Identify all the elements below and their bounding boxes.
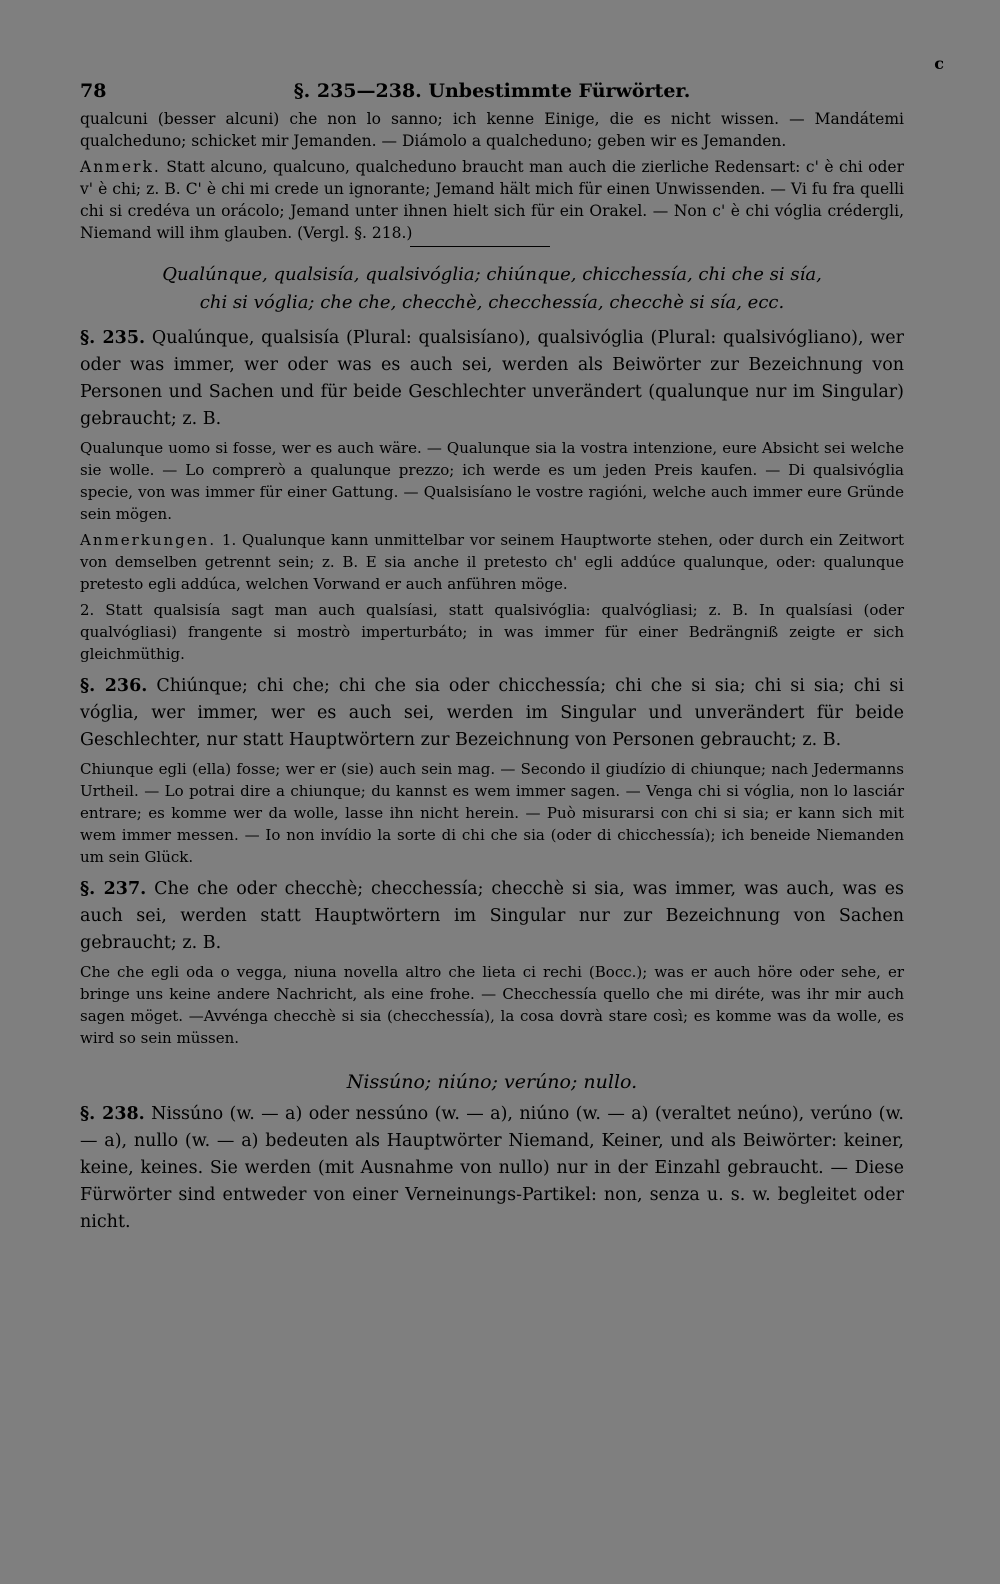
section-235 [80, 325, 904, 433]
anmerkung-paragraph [80, 156, 904, 244]
notes-label: Anmerkungen. [80, 531, 217, 549]
section-text: Nissúno (w. — a) oder nessúno (w. — a), niúno (w. — a) (veraltet neúno), verúno (w. — a), nullo (w. — a) bedeuten als Hauptwörter Niemand, Keiner, und als Beiwörter: keiner, keine, keines. Sie werden (mit Ausnahme von nullo) nur in der Einzahl gebraucht. — Diese Fürwörter sind entweder von einer Verneinungs-Partikel: non, senza u. s. w. begleitet oder nicht. [80, 1104, 904, 1232]
page-number: 78 [80, 80, 107, 102]
section-236 [80, 673, 904, 754]
section-number: §. 238. [80, 1104, 145, 1124]
continued-paragraph: qualcuni (besser alcuni) che non lo sanno; ich kenne Einige, die es nicht wissen. — Mandátemi qualcheduno; schicket mir Jemanden. — Diámolo a qualcheduno; geben wir es Jemanden. [80, 110, 904, 150]
section-number: §. 236. [80, 676, 148, 696]
note-2: 2. Statt qualsisía sagt man auch qualsíasi, statt qualsivóglia: qualvógliasi; z. B. In qualsíasi (oder qualvógliasi) frangente si mostrò imperturbáto; in was immer für einer Bedrängniß zeigte er sich gleichmüthig. [80, 601, 904, 663]
section-235-examples: Qualunque uomo si fosse, wer es auch wäre. — Qualunque sia la vostra intenzione, eure Absicht sei welche sie wolle. — Lo comprerò a qualunque prezzo; ich werde es um jeden Preis kaufen. — Di qualsivóglia specie, von was immer für einer Gattung. — Qualsisíano le vostre ragióni, welche auch immer eure Gründe sein mögen. [80, 439, 904, 523]
section-237 [80, 876, 904, 957]
section-number: §. 235. [80, 328, 146, 348]
section-238 [80, 1101, 904, 1236]
anmerkung-text: Statt alcuno, qualcuno, qualcheduno braucht man auch die zierliche Redensart: c' è chi oder v' è chi; z. B. C' è chi mi crede un ignorante; Jemand hält mich für einen Unwissenden. — Vi fu fra quelli chi si credéva un orácolo; Jemand unter ihnen hielt sich für ein Orakel. — Non c' è chi vóglia crédergli, Niemand will ihm glauben. (Vergl. §. 218.) [80, 158, 904, 242]
subheading-line-2: chi si vóglia; che che, checchè, checchessía, checchè si sía, ecc. [199, 292, 785, 313]
section-235-notes [80, 529, 904, 595]
section-text: Che che oder checchè; checchessía; checchè si sia, was immer, was auch, was es auch sei, werden statt Hauptwörtern im Singular nur zur Bezeichnung von Sachen gebraucht; z. B. [80, 879, 904, 953]
anmerkung-label: Anmerk. [80, 158, 161, 176]
section-237-examples: Che che egli oda o vegga, niuna novella altro che lieta ci rechi (Bocc.); was er auch höre oder sehe, er bringe uns keine andere Nachricht, als eine frohe. — Checchessía quello che mi diréte, was ihr mir auch sagen möget. —Avvénga checchè si sia (checchessía), la cosa dovrà stare così; es komme was da wolle, es wird so sein müssen. [80, 963, 904, 1047]
note-1: 1. Qualunque kann unmittelbar vor seinem Hauptworte stehen, oder durch ein Zeitwort von demselben getrennt sein; z. B. E sia anche il pretesto ch' egli addúce qualunque, oder: qualunque pretesto egli addúca, welchen Vorwand er auch anführen möge. [80, 531, 904, 593]
subheading-qualunque [80, 261, 904, 317]
divider-rule [410, 246, 550, 247]
subheading-line-1: Qualúnque, qualsisía, qualsivóglia; chiúnque, chicchessía, chi che si sía, [162, 264, 822, 285]
section-text: Chiúnque; chi che; chi che sia oder chicchessía; chi che si sia; chi si sia; chi si vóglia, wer immer, wer es auch sei, werden im Singular und unverändert für beide Geschlechter, nur statt Hauptwörtern zur Bezeichnung von Personen gebraucht; z. B. [80, 676, 904, 750]
corner-mark: ⅽ [934, 54, 944, 73]
section-236-examples: Chiunque egli (ella) fosse; wer er (sie) auch sein mag. — Secondo il giudízio di chiunque; nach Jedermanns Urtheil. — Lo potrai dire a chiunque; du kannst es wem immer sagen. — Venga chi si vóglia, non lo lasciár entrare; es komme wer da wolle, lasse ihn nicht herein. — Può misurarsi con chi si sia; er kann sich mit wem immer messen. — Io non invídio la sorte di chi che sia (oder di chicchessía); ich beneide Niemanden um sein Glück. [80, 760, 904, 866]
subheading-nissuno: Nissúno; niúno; verúno; nullo. [346, 1071, 638, 1093]
running-header [80, 54, 944, 104]
section-number: §. 237. [80, 879, 147, 899]
section-text: Qualúnque, qualsisía (Plural: qualsisíano), qualsivóglia (Plural: qualsivógliano), wer oder was immer, wer oder was es auch sei, werden als Beiwörter zur Bezeichnung von Personen und Sachen und für beide Geschlechter unverändert (qualunque nur im Singular) gebraucht; z. B. [80, 328, 904, 429]
running-title: §. 235—238. Unbestimmte Fürwörter. [293, 80, 691, 102]
